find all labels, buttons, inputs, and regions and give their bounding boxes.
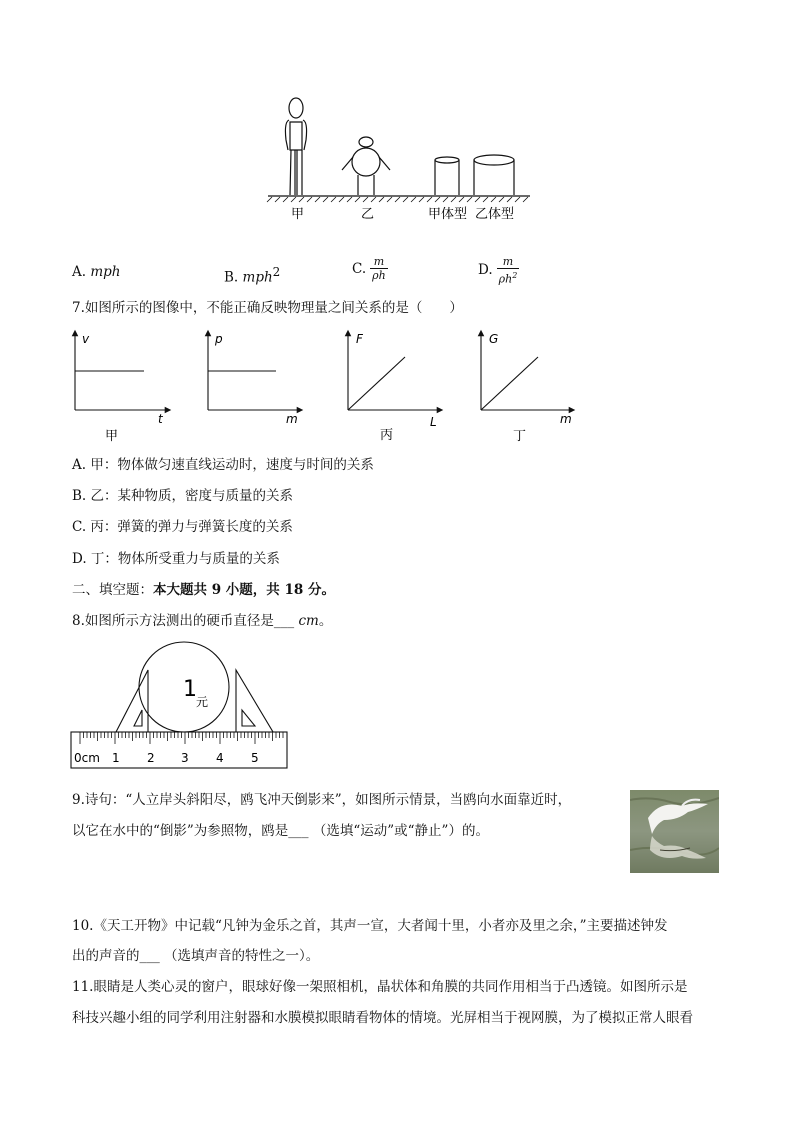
graph1-x-label: t bbox=[158, 412, 163, 426]
graph4-x-label: m bbox=[560, 412, 572, 426]
q8-end: 。 bbox=[318, 613, 333, 629]
graph3-line bbox=[348, 357, 405, 410]
graph2-y-label: p bbox=[215, 332, 223, 346]
q6-option-c[interactable] bbox=[352, 255, 388, 282]
graph3-x-label: L bbox=[430, 415, 437, 429]
graph1-caption: 甲 bbox=[105, 429, 119, 444]
ruler-label-0: 0cm bbox=[74, 751, 100, 765]
q10-line2: 出的声音的___ （选填声音的特性之一）。 bbox=[72, 948, 320, 964]
q7-option-d[interactable]: D. 丁：物体所受重力与质量的关系 bbox=[72, 551, 280, 567]
graph3-caption: 丙 bbox=[380, 428, 394, 443]
den-exp: 2 bbox=[512, 271, 518, 280]
option-exp: 2 bbox=[272, 265, 281, 279]
ruler-label-5: 5 bbox=[251, 751, 259, 765]
label-yi-shape: 乙体型 bbox=[475, 207, 515, 222]
q6-option-a[interactable] bbox=[72, 262, 120, 282]
coin-number: 1 bbox=[183, 677, 197, 702]
q11-line2: 科技兴趣小组的同学利用注射器和水膜模拟眼睛看物体的情境。光屏相当于视网膜，为了模拟正常人眼看 bbox=[72, 1010, 693, 1026]
q10-line1: 10.《天工开物》中记载“凡钟为金乐之首，其声一宣，大者闻十里，小者亦及里之余，”主要描述钟发 bbox=[72, 918, 668, 934]
people-figure bbox=[260, 90, 540, 230]
coin-unit: 元 bbox=[196, 695, 209, 709]
numerator: m bbox=[502, 255, 514, 268]
label-jia: 甲 bbox=[291, 207, 305, 222]
q11-line1: 11.眼睛是人类心灵的窗户，眼球好像一架照相机，晶状体和角膜的共同作用相当于凸透镜。如图所示是 bbox=[72, 979, 688, 995]
graph2-x-label: m bbox=[286, 412, 298, 426]
den-base: ρh bbox=[498, 272, 513, 286]
q7-graphs bbox=[60, 325, 590, 450]
coin-ruler-figure bbox=[68, 640, 298, 775]
ruler-label-4: 4 bbox=[216, 751, 224, 765]
denominator: ρh bbox=[372, 269, 386, 282]
ruler-label-3: 3 bbox=[181, 751, 189, 765]
option-letter: B. bbox=[224, 269, 239, 286]
denominator bbox=[497, 268, 520, 286]
ruler-label-2: 2 bbox=[147, 751, 155, 765]
label-yi: 乙 bbox=[361, 207, 375, 222]
q8-unit: cm bbox=[298, 613, 319, 629]
option-expr: mph bbox=[90, 264, 121, 280]
q7-option-a[interactable]: A. 甲：物体做匀速直线运动时，速度与时间的关系 bbox=[72, 457, 374, 473]
fraction bbox=[497, 255, 520, 286]
option-letter: D. bbox=[478, 262, 493, 279]
option-expr: mph bbox=[242, 269, 273, 286]
q9-line2: 以它在水中的“倒影”为参照物，鸥是___ （选填“运动”或“静止”）的。 bbox=[72, 823, 489, 839]
graph4-caption: 丁 bbox=[513, 429, 527, 444]
q8-stem bbox=[72, 611, 332, 631]
option-letter: A. bbox=[72, 264, 87, 280]
fraction bbox=[370, 255, 388, 282]
ruler-label-1: 1 bbox=[112, 751, 120, 765]
graph4-line bbox=[481, 357, 538, 410]
q7-option-b[interactable]: B. 乙：某种物质，密度与质量的关系 bbox=[72, 488, 294, 504]
egret-photo bbox=[630, 790, 719, 873]
label-jia-shape: 甲体型 bbox=[428, 207, 468, 222]
q6-option-b[interactable] bbox=[224, 262, 280, 288]
q7-stem: 7.如图所示的图像中，不能正确反映物理量之间关系的是（ ） bbox=[72, 300, 463, 316]
section2-bold: 本大题共 9 小题，共 18 分。 bbox=[153, 582, 335, 598]
q7-option-c[interactable]: C. 丙：弹簧的弹力与弹簧长度的关系 bbox=[72, 519, 293, 535]
option-letter: C. bbox=[352, 260, 367, 277]
graph1-y-label: v bbox=[82, 332, 90, 346]
q8-blank[interactable]: ___ bbox=[273, 613, 295, 629]
q6-option-d[interactable] bbox=[478, 255, 519, 286]
left-set-square bbox=[116, 670, 148, 732]
q9-line1: 9.诗句：“人立岸头斜阳尽，鸥飞冲天倒影来”，如图所示情景，当鸥向水面靠近时， bbox=[72, 792, 572, 808]
section2-heading bbox=[72, 580, 335, 600]
section2-prefix: 二、填空题： bbox=[72, 582, 153, 598]
numerator: m bbox=[373, 255, 385, 268]
graph3-y-label: F bbox=[356, 332, 363, 346]
graph4-y-label: G bbox=[489, 332, 499, 346]
q8-text: 8.如图所示方法测出的硬币直径是 bbox=[72, 613, 274, 629]
